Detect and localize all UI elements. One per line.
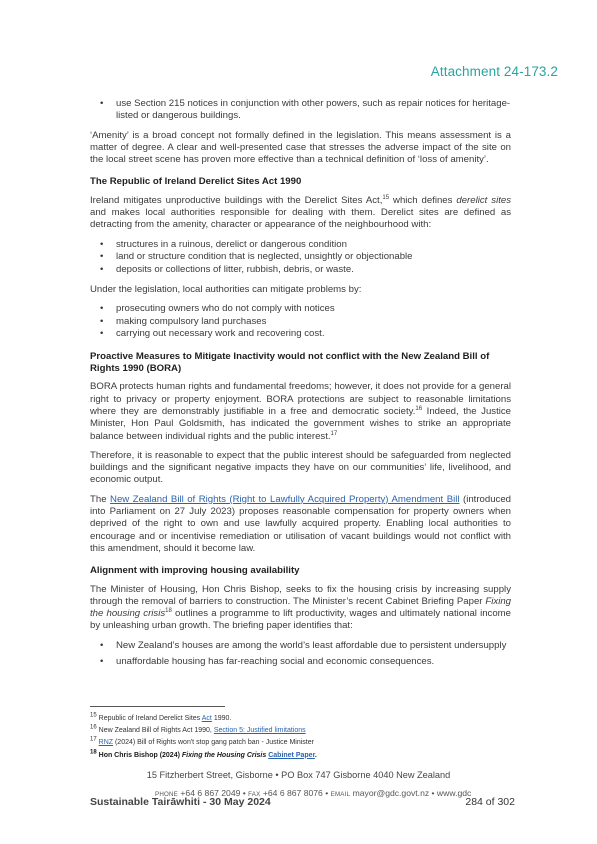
list-item: • use Section 215 notices in conjunction with other powers, such as repair notices for heritage-listed or dangerous buildings. — [90, 98, 511, 123]
housing-list — [90, 640, 511, 669]
list-item: • carrying out necessary work and recovering cost. — [90, 328, 511, 340]
amenity-paragraph: ‘Amenity’ is a broad concept not formally defined in the legislation. This means assessment is a matter of degree. A clear and well-presented case that stresses the adverse impact of the site on the local street scene has proven more effective than a technical definition of ‘loss of amenity’. — [90, 129, 511, 166]
bora-paragraph-1: BORA protects human rights and fundamental freedoms; however, it does not provide for a general right to privacy or property enjoyment. BORA protections are subject to reasonable limitations where they are demonstrably justifiable in a free and democratic society.$^{16}$ Indeed, the Justice Minister, Hon Paul Goldsmith, has indicated the government wishes to strike an appropriate balance between individual rights and the public interest.$^{17}$ — [90, 381, 511, 442]
bora-heading: Proactive Measures to Mitigate Inactivity would not conflict with the New Zealand Bill of Rights 1990 (BORA) — [90, 350, 490, 375]
list-item: • making compulsory land purchases — [90, 316, 511, 328]
footnote-17: $^{17}$ RNZ (2024) Bill of Rights won't stop gang patch ban - Justice Minister — [90, 737, 314, 747]
document-body — [90, 98, 511, 675]
list-item: • unaffordable housing has far-reaching social and economic consequences. — [90, 656, 511, 668]
derelict-criteria-list — [90, 239, 511, 277]
footer-contact: PHONE +64 6 867 2049 • FAX +64 6 867 8076 • EMAIL mayor@gdc.govt.nz • www.gdc — [155, 788, 472, 798]
bora-paragraph-2: Therefore, it is reasonable to expect that the public interest should be safeguarded from neglected buildings and the significant negative impacts they have on our communities’ life, livelihood, and economic output. — [90, 449, 511, 486]
footnote-ref[interactable]: 18 — [165, 607, 172, 614]
footnote-ref[interactable]: 15 — [382, 194, 390, 201]
footnote-16: $^{16}$ New Zealand Bill of Rights Act 1990, Section 5: Justified limitations — [90, 724, 306, 735]
list-item: • deposits or collections of litter, rubbish, debris, or waste. — [90, 264, 511, 276]
footnote-divider — [90, 706, 225, 707]
attachment-label: Attachment 24-173.2 — [430, 64, 558, 79]
meeting-label: Sustainable Tairāwhiti - 30 May 2024 — [90, 796, 271, 808]
amendment-bill-link[interactable]: New Zealand Bill of Rights (Right to Lawfully Acquired Property) Amendment Bill — [110, 493, 460, 505]
rnz-link[interactable]: RNZ — [98, 739, 114, 747]
page-number: 284 of 302 — [465, 796, 515, 808]
housing-paragraph: The Minister of Housing, Hon Chris Bishop, seeks to fix the housing crisis by increasing supply through the removal of barriers to construction. The Minister’s recent Cabinet Briefing Paper Fixing the housing crisis$^{18}$ outlines a programme to lift productivity, wages and ultimately national income by unleashing urban growth. The briefing paper identifies that: — [90, 583, 512, 632]
list-item: • New Zealand’s houses are among the world’s least affordable due to persistent undersupply — [90, 640, 511, 652]
footnotes — [90, 714, 510, 763]
mitigation-list — [90, 303, 511, 341]
list-item: • prosecuting owners who do not comply with notices — [90, 303, 511, 315]
footnote-15: $^{15}$ Republic of Ireland Derelict Sites Act 1990. — [90, 712, 232, 722]
legislation-paragraph: Under the legislation, local authorities can mitigate problems by: — [90, 283, 362, 295]
act-link[interactable]: Act — [201, 715, 212, 722]
ireland-paragraph: Ireland mitigates unproductive buildings with the Derelict Sites Act,$^{15}$ which defines derelict sites and makes local authorities responsible for dealing with them. Derelict sites are defined as detracting from the amenity, character or appearance of the neighbourhood with: — [90, 194, 511, 231]
footnote-18: $^{18}$ Hon Chris Bishop (2024) Fixing the Housing Crisis Cabinet Paper. — [90, 749, 317, 759]
bora-paragraph-3: The New Zealand Bill of Rights (Right to Lawfully Acquired Property) Amendment Bill (introduced into Parliament on 27 July 2023) proposes reasonable compensation for property owners when deprived of the right to own and use lawfully acquired property. Enabling local authorities to encourage and or incentivise remediation or utilisation of vacant buildings would not conflict with this amendment, should it become law. — [90, 493, 512, 554]
housing-heading: Alignment with improving housing availability — [90, 565, 300, 577]
footnote-ref[interactable]: 17 — [330, 430, 338, 437]
footnote-ref[interactable]: 16 — [415, 405, 423, 412]
section-5-link[interactable]: Section 5: Justified limitations — [213, 727, 306, 735]
ireland-heading: The Republic of Ireland Derelict Sites Act 1990 — [90, 176, 302, 188]
footer-address: 15 Fitzherbert Street, Gisborne • PO Box 747 Gisborne 4040 New Zealand — [146, 770, 451, 780]
intro-bullet-list — [90, 98, 511, 123]
list-item: • land or structure condition that is neglected, unsightly or objectionable — [90, 251, 511, 263]
cabinet-paper-link[interactable]: Cabinet Paper — [268, 751, 315, 759]
list-item: • structures in a ruinous, derelict or dangerous condition — [90, 239, 511, 251]
